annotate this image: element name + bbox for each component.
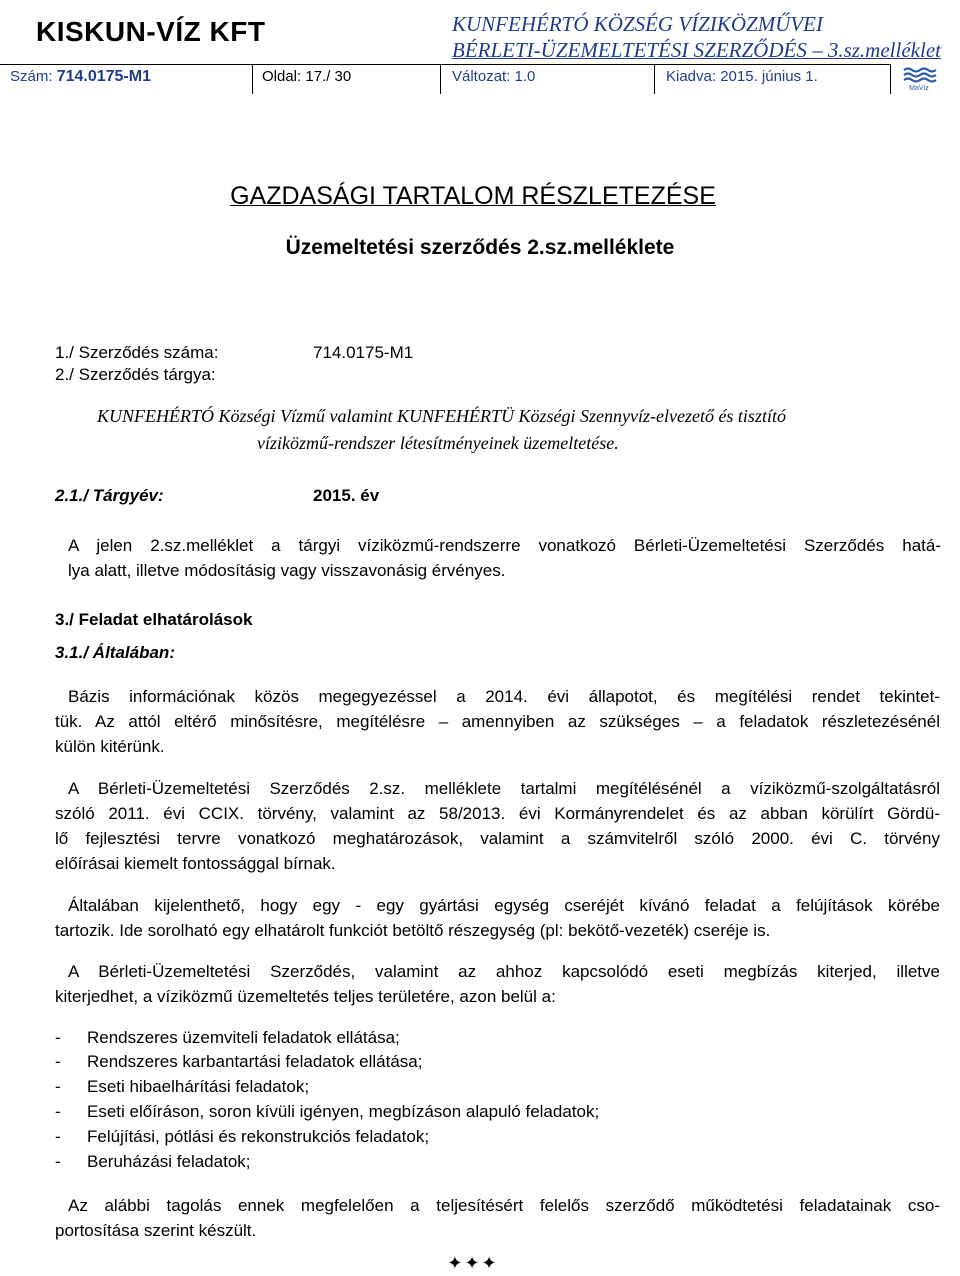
list-bullet: - — [55, 1102, 61, 1121]
list-bullet: - — [55, 1077, 61, 1096]
paragraph-line: Bázis információnak közös megegyezéssel a 2014. évi állapotot, és megítélési rendet tekintet- — [68, 687, 940, 706]
issue-date-text: Kiadva: 2015. június 1. — [666, 68, 818, 85]
document-title-line1: KUNFEHÉRTÓ KÖZSÉG VÍZIKÖZMŰVEI — [452, 12, 823, 36]
paragraph-line: Általában kijelenthető, hogy egy - egy gyártási egység cseréjét kívánó feladat a felújítások körébe — [68, 896, 940, 915]
paragraph-line: lő fejlesztési tervre vonatkozó meghatározások, valamint a számvitelről szóló 2000. évi C. törvény — [55, 829, 940, 848]
contract-subject-line1: KUNFEHÉRTÓ Községi Vízmű valamint KUNFEHÉRTÜ Községi Szennyvíz-elvezető és tisztító — [97, 406, 786, 426]
list-bullet: - — [55, 1028, 61, 1047]
paragraph-line: kiterjedhet, a víziközmű üzemeltetés teljes területére, azon belül a: — [55, 987, 556, 1006]
meta-separator — [252, 64, 253, 94]
contract-number-label: 1./ Szerződés száma: — [55, 343, 219, 362]
paragraph-line: külön kitérünk. — [55, 737, 165, 756]
paragraph-line: Az alábbi tagolás ennek megfelelően a teljesítésért felelős szerződő működtetési feladatainak cso- — [68, 1196, 940, 1215]
contract-number-value: 714.0175-M1 — [313, 343, 414, 362]
list-item: Beruházási feladatok; — [87, 1152, 251, 1171]
validity-text-line2: lya alatt, illetve módosításig vagy visszavonásig érvényes. — [68, 561, 506, 580]
logo-text: MaVíz — [909, 85, 929, 92]
document-number — [10, 68, 151, 86]
list-item: Eseti előíráson, soron kívüli igényen, megbízáson alapuló feladatok; — [87, 1102, 600, 1121]
meta-separator — [654, 64, 655, 94]
paragraph-line: szóló 2011. évi CCIX. törvény, valamint az 58/2013. évi Kormányrendelet és az abban körülírt Gördü- — [55, 804, 940, 823]
contract-subject-line2: víziközmű-rendszer létesítményeinek üzemeltetése. — [257, 433, 619, 453]
contract-subject-label: 2./ Szerződés tárgya: — [55, 365, 216, 384]
section-subheading: 3.1./ Általában: — [55, 643, 175, 662]
paragraph-line: tük. Az attól eltérő minősítésre, megítélésre – amennyiben az szükséges – a feladatok részletezésénél — [55, 712, 940, 731]
wave-logo-icon — [900, 66, 938, 92]
version-indicator — [452, 68, 535, 85]
section-heading: 3./ Feladat elhatárolások — [55, 610, 253, 629]
list-bullet: - — [55, 1052, 61, 1071]
meta-separator — [890, 64, 891, 94]
list-item: Eseti hibaelhárítási feladatok; — [87, 1077, 310, 1096]
subject-year-label: 2.1./ Tárgyév: — [55, 486, 164, 505]
company-name: KISKUN-VÍZ KFT — [36, 16, 266, 47]
meta-separator — [440, 64, 441, 94]
paragraph-line: előírásai kiemelt fontossággal bírnak. — [55, 854, 336, 873]
paragraph-line: A Bérleti-Üzemeltetési Szerződés, valamint az ahhoz kapcsolódó eseti megbízás kiterjed, illetve — [68, 962, 940, 981]
version-text: Változat: 1.0 — [452, 68, 536, 85]
list-item: Rendszeres karbantartási feladatok ellátása; — [87, 1052, 423, 1071]
paragraph-line: tartozik. Ide sorolható egy elhatárolt funkciót betöltő részegység (pl: bekötő-vezeték) cseréje is. — [55, 921, 771, 940]
page-title: GAZDASÁGI TARTALOM RÉSZLETEZÉSE — [230, 182, 716, 210]
section-end-ornament: ✦✦✦ — [447, 1253, 499, 1273]
list-bullet: - — [55, 1127, 61, 1146]
list-bullet: - — [55, 1152, 61, 1171]
maviz-logo — [900, 66, 938, 92]
document-number-value: 714.0175-M1 — [56, 68, 151, 85]
issue-date — [666, 68, 818, 85]
document-title-line2: BÉRLETI-ÜZEMELTETÉSI SZERZŐDÉS – 3.sz.melléklet — [452, 38, 941, 62]
document-number-label: Szám: — [10, 68, 53, 85]
paragraph-line: portosítása szerint készült. — [55, 1221, 257, 1240]
validity-text-line1: A jelen 2.sz.melléklet a tárgyi víziközmű-rendszerre vonatkozó Bérleti-Üzemeltetési Szerződés hatá- — [68, 536, 941, 555]
list-item: Felújítási, pótlási és rekonstrukciós feladatok; — [87, 1127, 430, 1146]
page-subtitle: Üzemeltetési szerződés 2.sz.melléklete — [285, 236, 675, 259]
list-item: Rendszeres üzemviteli feladatok ellátása; — [87, 1028, 400, 1047]
header-divider — [0, 64, 890, 65]
paragraph-line: A Bérleti-Üzemeltetési Szerződés 2.sz. melléklete tartalmi megítélésénél a víziközmű-szolgáltatásról — [68, 779, 940, 798]
subject-year-value: 2015. év — [313, 486, 380, 505]
page-indicator: Oldal: 17./ 30 — [262, 68, 352, 85]
